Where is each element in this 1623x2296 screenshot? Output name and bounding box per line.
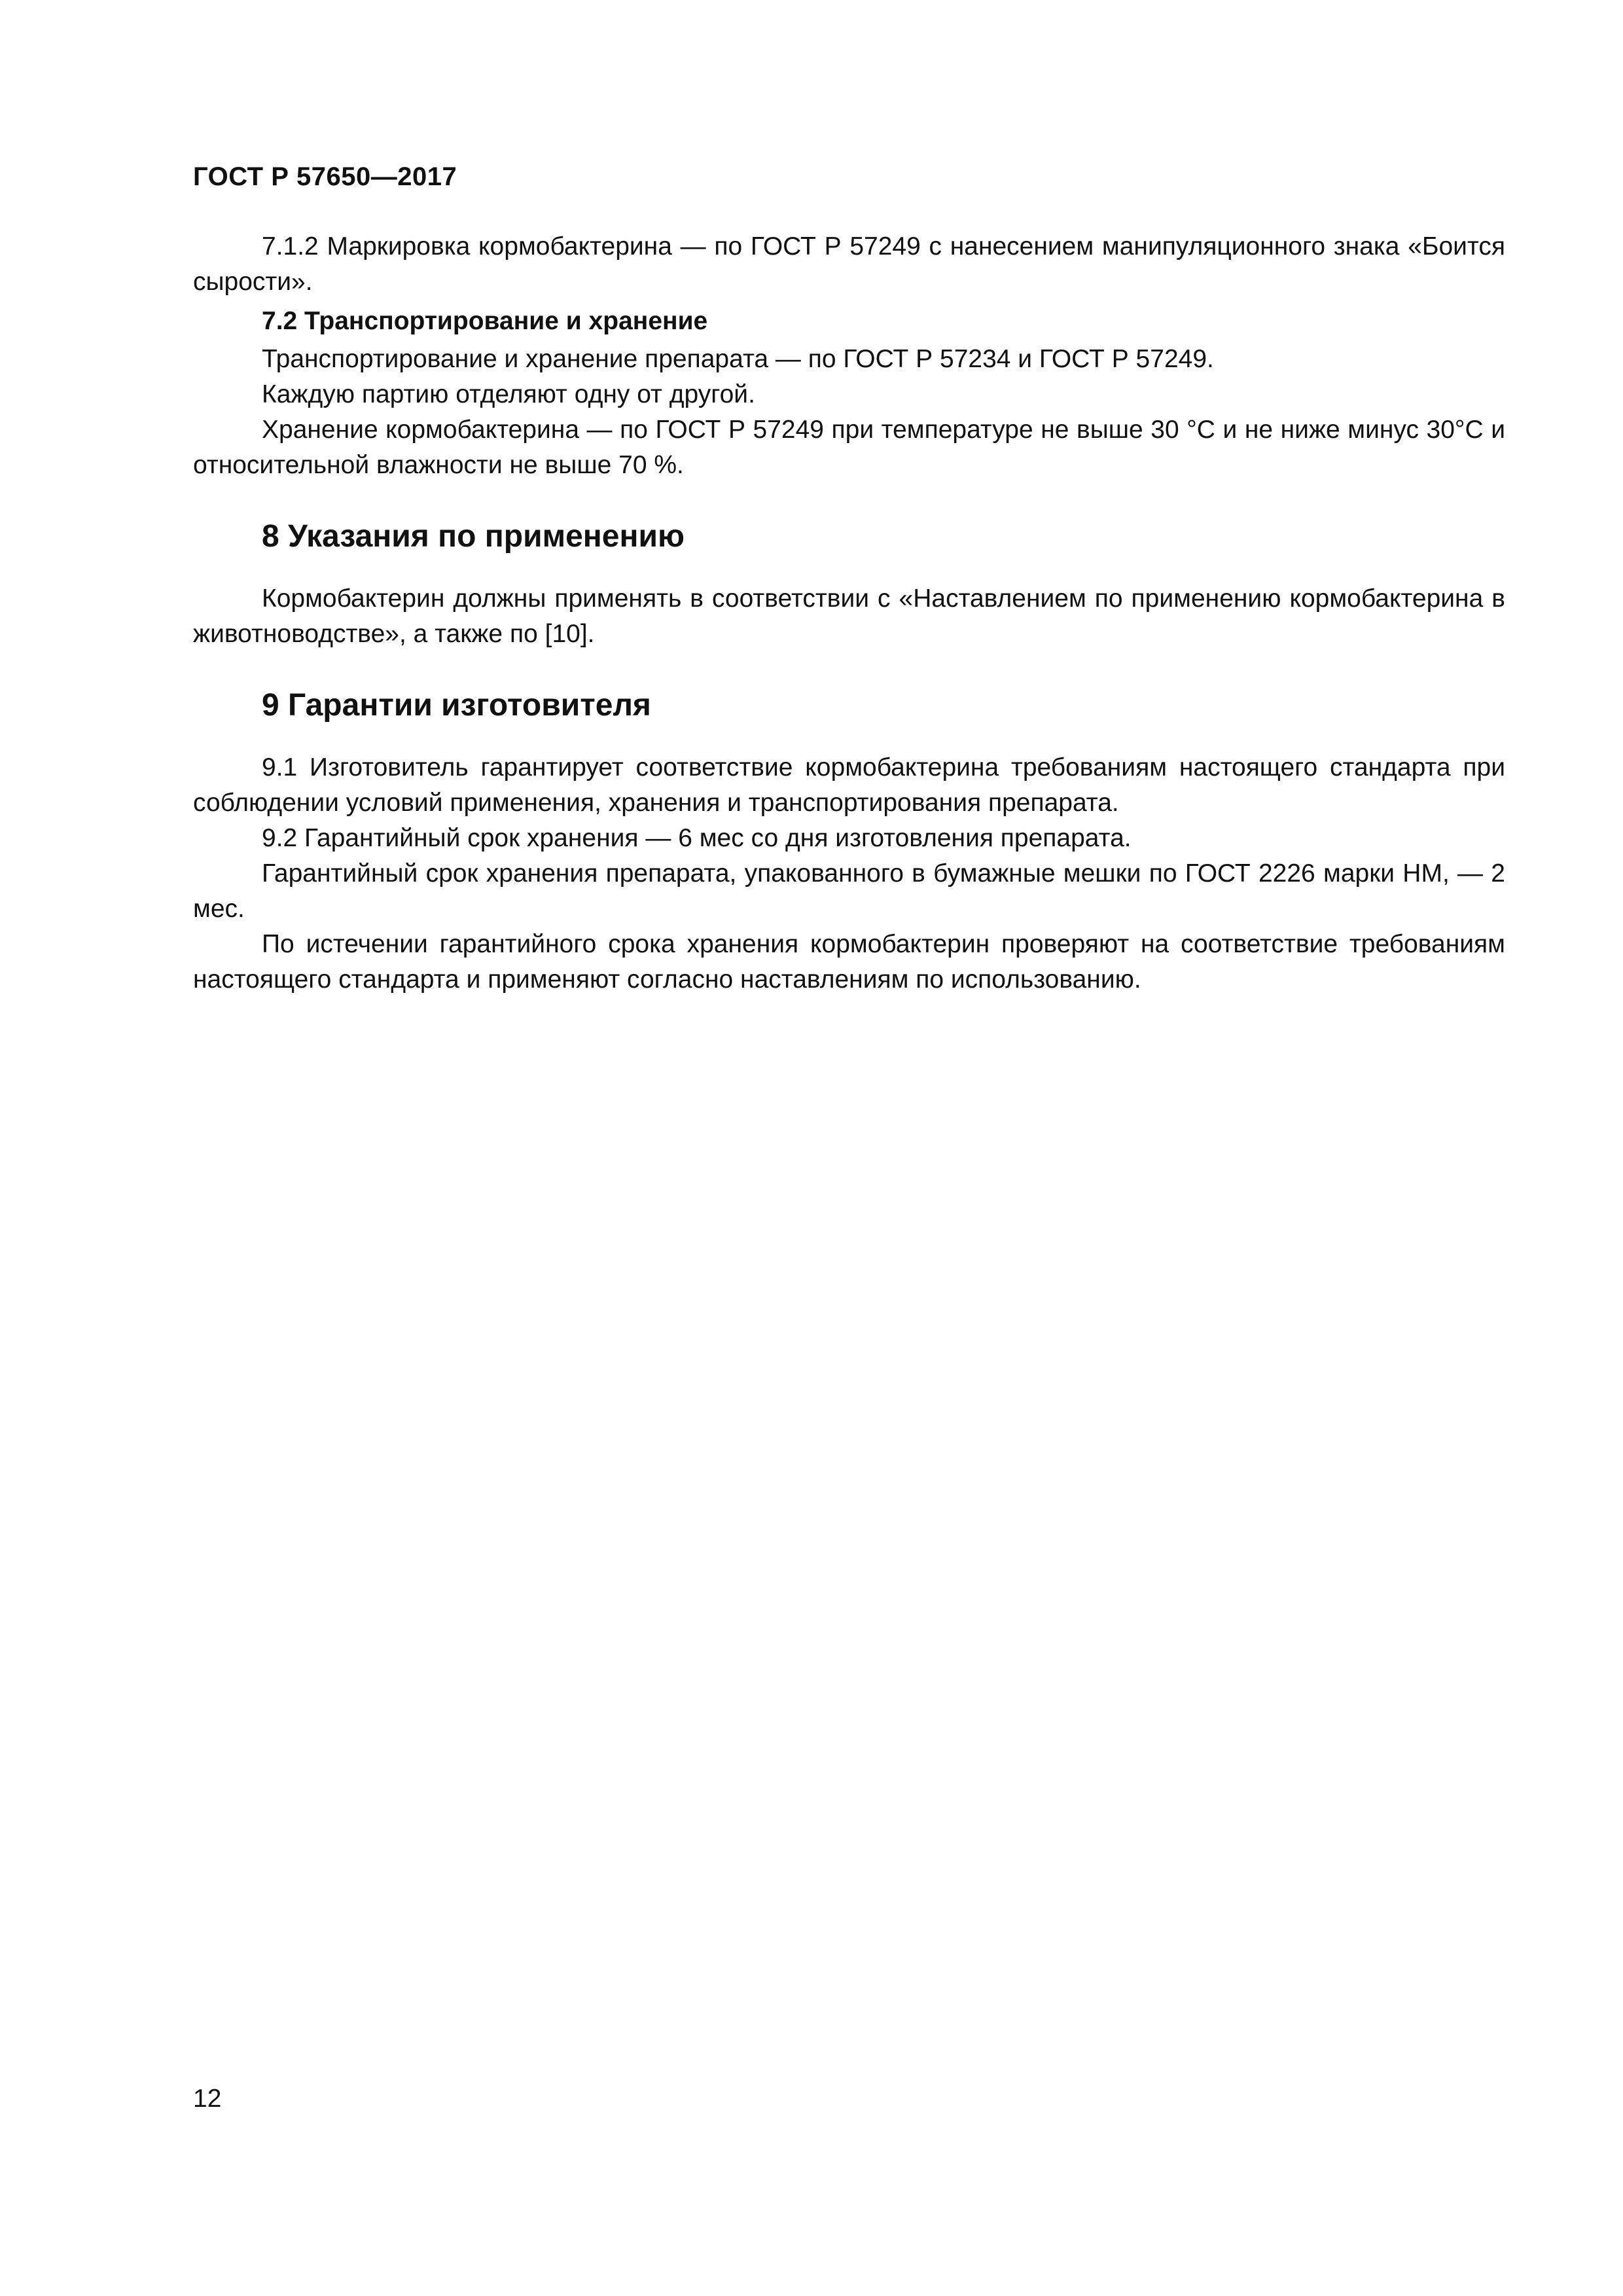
subsection-heading-7-2: 7.2 Транспортирование и хранение bbox=[262, 307, 708, 335]
section-heading-9: 9 Гарантии изготовителя bbox=[262, 688, 651, 723]
document-header: ГОСТ Р 57650—2017 bbox=[193, 162, 457, 191]
paragraph-7-2-storage: Хранение кормобактерина — по ГОСТ Р 57249 при температуре не выше 30 °С и не ниже минус 30°С и относительной влажности не выше 70 %. bbox=[193, 416, 1505, 479]
paragraph-7-2-transport: Транспортирование и хранение препарата — по ГОСТ Р 57234 и ГОСТ Р 57249. bbox=[262, 345, 1214, 373]
paragraph-9-1: 9.1 Изготовитель гарантирует соответствие кормобактерина требованиям настоящего стандарта при соблюдении условий применения, хранения и транспортирования препарата. bbox=[193, 753, 1505, 817]
paragraph-9-2: 9.2 Гарантийный срок хранения — 6 мес со дня изготовления препарата. bbox=[262, 824, 1132, 852]
paragraph-9-4: По истечении гарантийного срока хранения кормобактерин проверяют на соответствие требованиям настоящего стандарта и применяют согласно наставлениям по использованию. bbox=[193, 930, 1505, 994]
paragraph-9-3: Гарантийный срок хранения препарата, упакованного в бумажные мешки по ГОСТ 2226 марки НМ, — 2 мес. bbox=[193, 859, 1505, 923]
paragraph-8: Кормобактерин должны применять в соответствии с «Наставлением по применению кормобактерина в животноводстве», а также по [10]. bbox=[193, 584, 1505, 648]
page-number: 12 bbox=[193, 2085, 222, 2113]
section-heading-8: 8 Указания по применению bbox=[262, 519, 685, 554]
paragraph-7-1-2: 7.1.2 Маркировка кормобактерина — по ГОСТ Р 57249 с нанесением манипуляционного знака «Боится сырости». bbox=[193, 232, 1505, 296]
document-body bbox=[193, 229, 1505, 997]
paragraph-7-2-batches: Каждую партию отделяют одну от другой. bbox=[262, 380, 755, 408]
